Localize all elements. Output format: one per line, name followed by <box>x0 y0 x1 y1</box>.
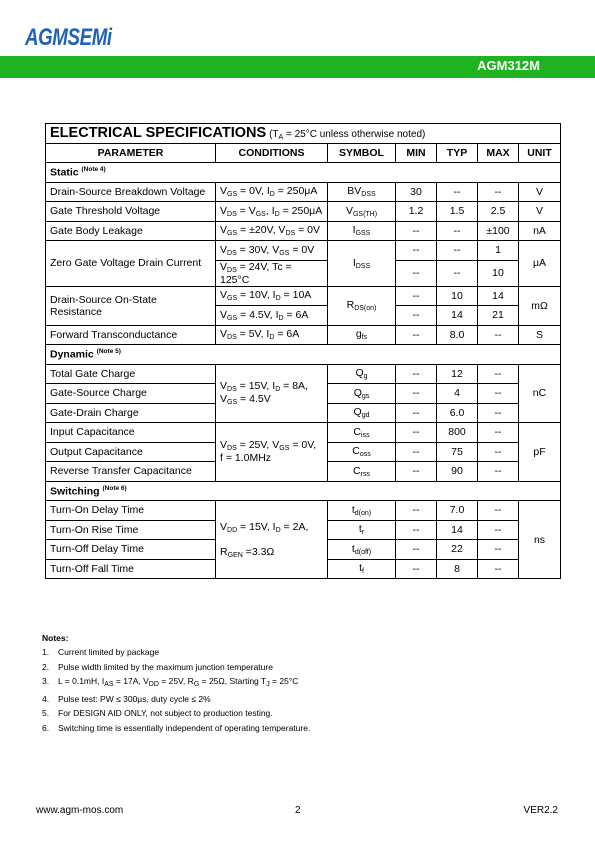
header-bar <box>0 56 595 78</box>
table-row: Drain-Source Breakdown Voltage $V_{GS} = 0V$, $I_D = 250\mu A$ $BV_{DSS}$ 30 -- -- V <box>46 182 561 202</box>
company-logo: AGMSEMi <box>25 24 112 51</box>
note-item: 5. For DESIGN AID ONLY, not subject to production testing. <box>42 708 273 719</box>
col-header: CONDITIONS <box>216 143 328 163</box>
table-row: Drain-Source On-State Resistance $V_{GS} = 10V$, $I_D = 10A$ $R_{DS(on)}$ -- 10 14 mΩ <box>46 286 561 306</box>
col-header: TYP <box>437 143 478 163</box>
table-row: Gate-Drain Charge $Q_{gd}$ -- 6.0 -- <box>46 403 561 423</box>
footer-page-number: 2 <box>295 805 301 816</box>
header-row <box>46 143 561 163</box>
table-row: Output Capacitance $C_{oss}$ -- 75 -- <box>46 442 561 462</box>
table-row: Turn-On Rise Time $t_r$ -- 14 -- <box>46 520 561 540</box>
table-row: Gate Threshold Voltage $V_{DS} = V_{GS}$, $I_D = 250\mu A$ $V_{GS(TH)}$ 1.2 1.5 2.5 V <box>46 202 561 222</box>
notes-section <box>42 631 310 735</box>
table-row: Gate-Source Charge $Q_{gs}$ -- 4 -- <box>46 384 561 404</box>
table-row: Input Capacitance $V_{DS} = 25V$, $V_{GS} = 0V$, f = 1.0MHz $C_{iss}$ -- 800 -- pF <box>46 423 561 443</box>
col-header: PARAMETER <box>46 143 216 163</box>
table-title: ELECTRICAL SPECIFICATIONS ($T_A = 25^\circ C$ unless otherwise noted) <box>46 124 561 144</box>
table-row: Total Gate Charge $V_{DS} = 15V$, $I_D = 8A$, $V_{GS} = 4.5V$ $Q_g$ -- 12 -- nC <box>46 364 561 384</box>
part-number: AGM312M <box>477 58 540 73</box>
note-item: 6. Switching time is essentially independent of operating temperature. <box>42 722 311 733</box>
col-header: SYMBOL <box>328 143 396 163</box>
table-row: Forward Transconductance $V_{DS} = 5V$, $I_D = 6A$ $g_{fs}$ -- 8.0 -- S <box>46 325 561 345</box>
table-row: Reverse Transfer Capacitance $C_{rss}$ -- 90 -- <box>46 462 561 482</box>
note-item: 4. Pulse test: PW ≤ 300μs, duty cycle ≤ 2% <box>42 694 211 705</box>
table-row: $V_{GS} = 4.5V$, $I_D = 6A$ -- 14 21 <box>46 306 561 326</box>
note-item: 3. L = 0.1mH, $I_{AS} = 17A$, $V_{DD} = 25V$, $R_G = 25\Omega$, Starting $T_J = 25^\circ C$ <box>42 675 299 688</box>
electrical-specifications-table <box>45 123 561 579</box>
table-row: Turn-Off Fall Time $t_f$ -- 8 -- <box>46 559 561 579</box>
footer-url: www.agm-mos.com <box>36 805 124 816</box>
footer-version: VER2.2 <box>523 805 558 816</box>
note-item: 2. Pulse width limited by the maximum junction temperature <box>42 661 273 672</box>
table-row: Turn-On Delay Time $V_{DD} = 15V$, $I_D = 2A$, $R_{GEN} =3.3\Omega$ $t_{d(on)}$ -- 7.0 -- ns <box>46 501 561 521</box>
col-header: UNIT <box>519 143 561 163</box>
table-row: Zero Gate Voltage Drain Current $V_{DS} = 30V$, $V_{GS} = 0V$ $I_{DSS}$ -- -- 1 μA <box>46 241 561 261</box>
section-static: Static $^{(Note 4)}$ <box>46 163 561 183</box>
section-dynamic: Dynamic $^{(Note 5)}$ <box>46 345 561 365</box>
table-row: Gate Body Leakage $V_{GS} = \pm 20V$, $V_{DS} = 0V$ $I_{GSS}$ -- -- ±100 nA <box>46 221 561 241</box>
section-switching: Switching $^{(Note 6)}$ <box>46 481 561 501</box>
col-header: MIN <box>396 143 437 163</box>
col-header: MAX <box>478 143 519 163</box>
notes-title: Notes: <box>42 633 69 643</box>
table-row: $V_{DS} = 24V$, Tc = 125°C -- -- 10 <box>46 260 561 286</box>
note-item: 1. Current limited by package <box>42 647 160 658</box>
table-row: Turn-Off Delay Time $t_{d(off)}$ -- 22 -- <box>46 540 561 560</box>
